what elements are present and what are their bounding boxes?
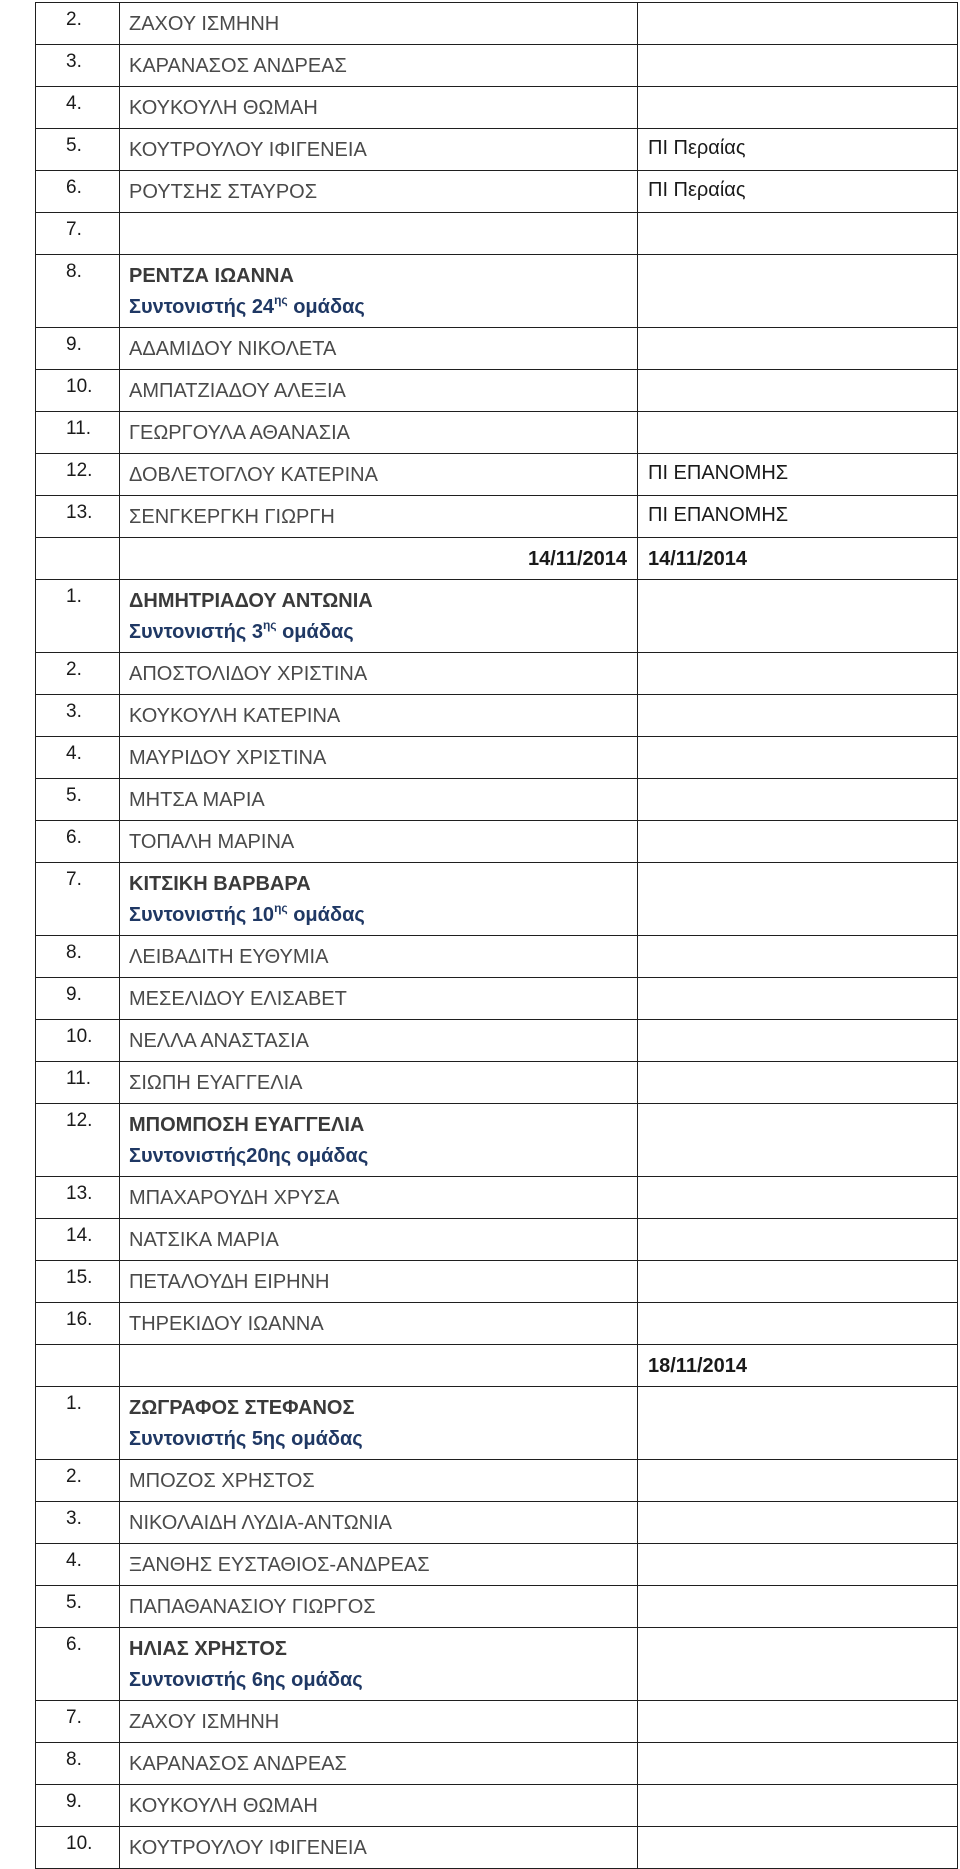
table-row	[36, 1701, 958, 1743]
table-row	[36, 936, 958, 978]
table-row	[36, 1261, 958, 1303]
school-note	[638, 87, 958, 129]
person-name: ΚΟΥΚΟΥΛΗ ΘΩΜΑΗ	[120, 87, 638, 129]
person-name: ΗΛΙΑΣ ΧΡΗΣΤΟΣ	[129, 1638, 287, 1660]
table-row	[36, 1020, 958, 1062]
table-row	[36, 1502, 958, 1544]
row-number: 8.	[36, 936, 120, 978]
school-note	[638, 653, 958, 695]
coordinator-role	[129, 291, 637, 323]
person-name: ΚΟΥΤΡΟΥΛΟΥ ΙΦΙΓΕΝΕΙΑ	[120, 1827, 638, 1869]
row-number: 14.	[36, 1219, 120, 1261]
coordinator-name-cell	[120, 1387, 638, 1460]
date-row-num-cell	[36, 538, 120, 580]
coordinator-name-cell	[120, 863, 638, 936]
table-row	[36, 821, 958, 863]
school-note	[638, 1586, 958, 1628]
school-note: ΠΙ ΕΠΑΝΟΜΗΣ	[638, 454, 958, 496]
row-number: 2.	[36, 1460, 120, 1502]
table-row	[36, 370, 958, 412]
coordinator-role-text: Συντονιστής20ης ομάδας	[129, 1145, 369, 1167]
row-number: 8.	[36, 255, 120, 328]
participants-table	[35, 2, 958, 1869]
coordinator-role-tail: ομάδας	[287, 904, 365, 926]
person-name: ΛΕΙΒΑΔΙΤΗ ΕΥΘΥΜΙΑ	[120, 936, 638, 978]
person-name: ΚΟΥΚΟΥΛΗ ΘΩΜΑΗ	[120, 1785, 638, 1827]
table-row	[36, 1785, 958, 1827]
row-number: 7.	[36, 213, 120, 255]
school-note: ΠΙ ΕΠΑΝΟΜΗΣ	[638, 496, 958, 538]
person-name: ΑΠΟΣΤΟΛΙΔΟΥ ΧΡΙΣΤΙΝΑ	[120, 653, 638, 695]
table-row	[36, 3, 958, 45]
row-number: 9.	[36, 978, 120, 1020]
table-row	[36, 496, 958, 538]
school-note	[638, 1502, 958, 1544]
row-number: 5.	[36, 1586, 120, 1628]
table-row	[36, 129, 958, 171]
person-name: ΤΟΠΑΛΗ ΜΑΡΙΝΑ	[120, 821, 638, 863]
row-number: 6.	[36, 821, 120, 863]
coordinator-role-text: Συντονιστής 10	[129, 904, 275, 926]
person-name: ΜΑΥΡΙΔΟΥ ΧΡΙΣΤΙΝΑ	[120, 737, 638, 779]
date-label: 14/11/2014	[120, 538, 638, 580]
row-number: 1.	[36, 580, 120, 653]
person-name: ΤΗΡΕΚΙΔΟΥ ΙΩΑΝΝΑ	[120, 1303, 638, 1345]
school-note	[638, 1062, 958, 1104]
person-name: ΣΙΩΠΗ ΕΥΑΓΓΕΛΙΑ	[120, 1062, 638, 1104]
person-name: ΜΠΑΧΑΡΟΥΔΗ ΧΡΥΣΑ	[120, 1177, 638, 1219]
table-row	[36, 412, 958, 454]
school-note	[638, 821, 958, 863]
person-name: ΝΕΛΛΑ ΑΝΑΣΤΑΣΙΑ	[120, 1020, 638, 1062]
date-label	[120, 1345, 638, 1387]
school-note	[638, 1785, 958, 1827]
coordinator-role	[129, 616, 637, 648]
date-row-num-cell	[36, 1345, 120, 1387]
row-number: 5.	[36, 779, 120, 821]
row-number: 3.	[36, 695, 120, 737]
row-number: 10.	[36, 370, 120, 412]
person-name: ΖΑΧΟΥ ΙΣΜΗΝΗ	[120, 3, 638, 45]
person-name: ΠΑΠΑΘΑΝΑΣΙΟΥ ΓΙΩΡΓΟΣ	[120, 1586, 638, 1628]
coordinator-role-tail: ομάδας	[287, 296, 365, 318]
table-body	[36, 3, 958, 1869]
person-name: ΚΟΥΤΡΟΥΛΟΥ ΙΦΙΓΕΝΕΙΑ	[120, 129, 638, 171]
row-number: 2.	[36, 3, 120, 45]
school-note	[638, 1261, 958, 1303]
row-number: 1.	[36, 1387, 120, 1460]
row-number: 11.	[36, 412, 120, 454]
school-note	[638, 978, 958, 1020]
coordinator-name-cell	[120, 255, 638, 328]
row-number: 4.	[36, 1544, 120, 1586]
coordinator-row	[36, 255, 958, 328]
row-number: 16.	[36, 1303, 120, 1345]
coordinator-name-cell	[120, 1104, 638, 1177]
school-note: ΠΙ Περαίας	[638, 171, 958, 213]
school-note	[638, 1628, 958, 1701]
row-number: 10.	[36, 1827, 120, 1869]
school-note	[638, 863, 958, 936]
table-row	[36, 171, 958, 213]
school-note	[638, 255, 958, 328]
person-name: ΜΠΟΖΟΣ ΧΡΗΣΤΟΣ	[120, 1460, 638, 1502]
coordinator-role-text: Συντονιστής 6ης ομάδας	[129, 1669, 363, 1691]
school-note	[638, 779, 958, 821]
person-name: ΞΑΝΘΗΣ ΕΥΣΤΑΘΙΟΣ-ΑΝΔΡΕΑΣ	[120, 1544, 638, 1586]
date-label: 18/11/2014	[638, 1345, 958, 1387]
school-note	[638, 1701, 958, 1743]
table-row	[36, 1303, 958, 1345]
table-row	[36, 328, 958, 370]
table-row	[36, 1219, 958, 1261]
row-number: 7.	[36, 1701, 120, 1743]
coordinator-role-text: Συντονιστής 5ης ομάδας	[129, 1428, 363, 1450]
coordinator-role	[129, 1664, 637, 1696]
school-note	[638, 45, 958, 87]
person-name: ΚΑΡΑΝΑΣΟΣ ΑΝΔΡΕΑΣ	[120, 45, 638, 87]
school-note	[638, 328, 958, 370]
person-name: ΡΕΝΤΖΑ ΙΩΑΝΝΑ	[129, 265, 294, 287]
coordinator-row	[36, 580, 958, 653]
coordinator-name-cell	[120, 1628, 638, 1701]
table-row	[36, 779, 958, 821]
row-number: 13.	[36, 1177, 120, 1219]
table-row	[36, 1743, 958, 1785]
row-number: 6.	[36, 171, 120, 213]
coordinator-row	[36, 1387, 958, 1460]
table-row	[36, 737, 958, 779]
school-note	[638, 1743, 958, 1785]
person-name: ΜΗΤΣΑ ΜΑΡΙΑ	[120, 779, 638, 821]
school-note	[638, 580, 958, 653]
row-number: 9.	[36, 1785, 120, 1827]
row-number: 12.	[36, 454, 120, 496]
coordinator-row	[36, 863, 958, 936]
table-row	[36, 213, 958, 255]
coordinator-role-text: Συντονιστής 3	[129, 621, 263, 643]
school-note	[638, 1219, 958, 1261]
person-name: ΝΑΤΣΙΚΑ ΜΑΡΙΑ	[120, 1219, 638, 1261]
person-name: ΚΑΡΑΝΑΣΟΣ ΑΝΔΡΕΑΣ	[120, 1743, 638, 1785]
person-name: ΑΜΠΑΤΖΙΑΔΟΥ ΑΛΕΞΙΑ	[120, 370, 638, 412]
school-note	[638, 412, 958, 454]
school-note	[638, 1104, 958, 1177]
person-name: ΔΟΒΛΕΤΟΓΛΟΥ ΚΑΤΕΡΙΝΑ	[120, 454, 638, 496]
school-note	[638, 1827, 958, 1869]
person-name: ΝΙΚΟΛΑΙΔΗ ΛΥΔΙΑ-ΑΝΤΩΝΙΑ	[120, 1502, 638, 1544]
school-note	[638, 936, 958, 978]
date-row	[36, 538, 958, 580]
school-note	[638, 370, 958, 412]
school-note	[638, 1544, 958, 1586]
person-name: ΚΙΤΣΙΚΗ ΒΑΡΒΑΡΑ	[129, 873, 311, 895]
school-note	[638, 1303, 958, 1345]
school-note	[638, 213, 958, 255]
school-note	[638, 1177, 958, 1219]
coordinator-role-tail: ομάδας	[276, 621, 354, 643]
coordinator-row	[36, 1628, 958, 1701]
row-number: 12.	[36, 1104, 120, 1177]
school-note	[638, 1020, 958, 1062]
row-number: 2.	[36, 653, 120, 695]
date-label: 14/11/2014	[638, 538, 958, 580]
school-note	[638, 737, 958, 779]
table-row	[36, 1827, 958, 1869]
person-name: ΜΕΣΕΛΙΔΟΥ ΕΛΙΣΑΒΕΤ	[120, 978, 638, 1020]
ordinal-suffix: ης	[274, 901, 288, 915]
person-name: ΖΑΧΟΥ ΙΣΜΗΝΗ	[120, 1701, 638, 1743]
person-name: ΣΕΝΓΚΕΡΓΚΗ ΓΙΩΡΓΗ	[120, 496, 638, 538]
person-name: ΠΕΤΑΛΟΥΔΗ ΕΙΡΗΝΗ	[120, 1261, 638, 1303]
table-row	[36, 1460, 958, 1502]
school-note: ΠΙ Περαίας	[638, 129, 958, 171]
table-row	[36, 978, 958, 1020]
school-note	[638, 1460, 958, 1502]
table-row	[36, 1586, 958, 1628]
person-name: ΓΕΩΡΓΟΥΛΑ ΑΘΑΝΑΣΙΑ	[120, 412, 638, 454]
person-name: ΡΟΥΤΣΗΣ ΣΤΑΥΡΟΣ	[120, 171, 638, 213]
row-number: 10.	[36, 1020, 120, 1062]
person-name: ΑΔΑΜΙΔΟΥ ΝΙΚΟΛΕΤΑ	[120, 328, 638, 370]
table-row	[36, 45, 958, 87]
row-number: 4.	[36, 737, 120, 779]
row-number: 4.	[36, 87, 120, 129]
row-number: 3.	[36, 1502, 120, 1544]
coordinator-name-cell	[120, 580, 638, 653]
coordinator-row	[36, 1104, 958, 1177]
ordinal-suffix: ης	[262, 618, 277, 632]
table-row	[36, 1177, 958, 1219]
row-number: 8.	[36, 1743, 120, 1785]
coordinator-role-text: Συντονιστής 24	[129, 296, 275, 318]
table-row	[36, 1544, 958, 1586]
row-number: 15.	[36, 1261, 120, 1303]
school-note	[638, 3, 958, 45]
coordinator-role	[129, 1140, 637, 1172]
row-number: 11.	[36, 1062, 120, 1104]
coordinator-role	[129, 899, 637, 931]
person-name: ΔΗΜΗΤΡΙΑΔΟΥ ΑΝΤΩΝΙΑ	[129, 590, 373, 612]
table-row	[36, 87, 958, 129]
coordinator-role	[129, 1423, 637, 1455]
person-name: ΜΠΟΜΠΟΣΗ ΕΥΑΓΓΕΛΙΑ	[129, 1114, 365, 1136]
table-row	[36, 695, 958, 737]
date-row	[36, 1345, 958, 1387]
row-number: 7.	[36, 863, 120, 936]
person-name: ΖΩΓΡΑΦΟΣ ΣΤΕΦΑΝΟΣ	[129, 1397, 355, 1419]
table-row	[36, 454, 958, 496]
row-number: 9.	[36, 328, 120, 370]
school-note	[638, 1387, 958, 1460]
row-number: 5.	[36, 129, 120, 171]
row-number: 13.	[36, 496, 120, 538]
table-row	[36, 1062, 958, 1104]
school-note	[638, 695, 958, 737]
person-name	[120, 213, 638, 255]
person-name: ΚΟΥΚΟΥΛΗ ΚΑΤΕΡΙΝΑ	[120, 695, 638, 737]
ordinal-suffix: ης	[274, 293, 288, 307]
row-number: 6.	[36, 1628, 120, 1701]
table-row	[36, 653, 958, 695]
row-number: 3.	[36, 45, 120, 87]
